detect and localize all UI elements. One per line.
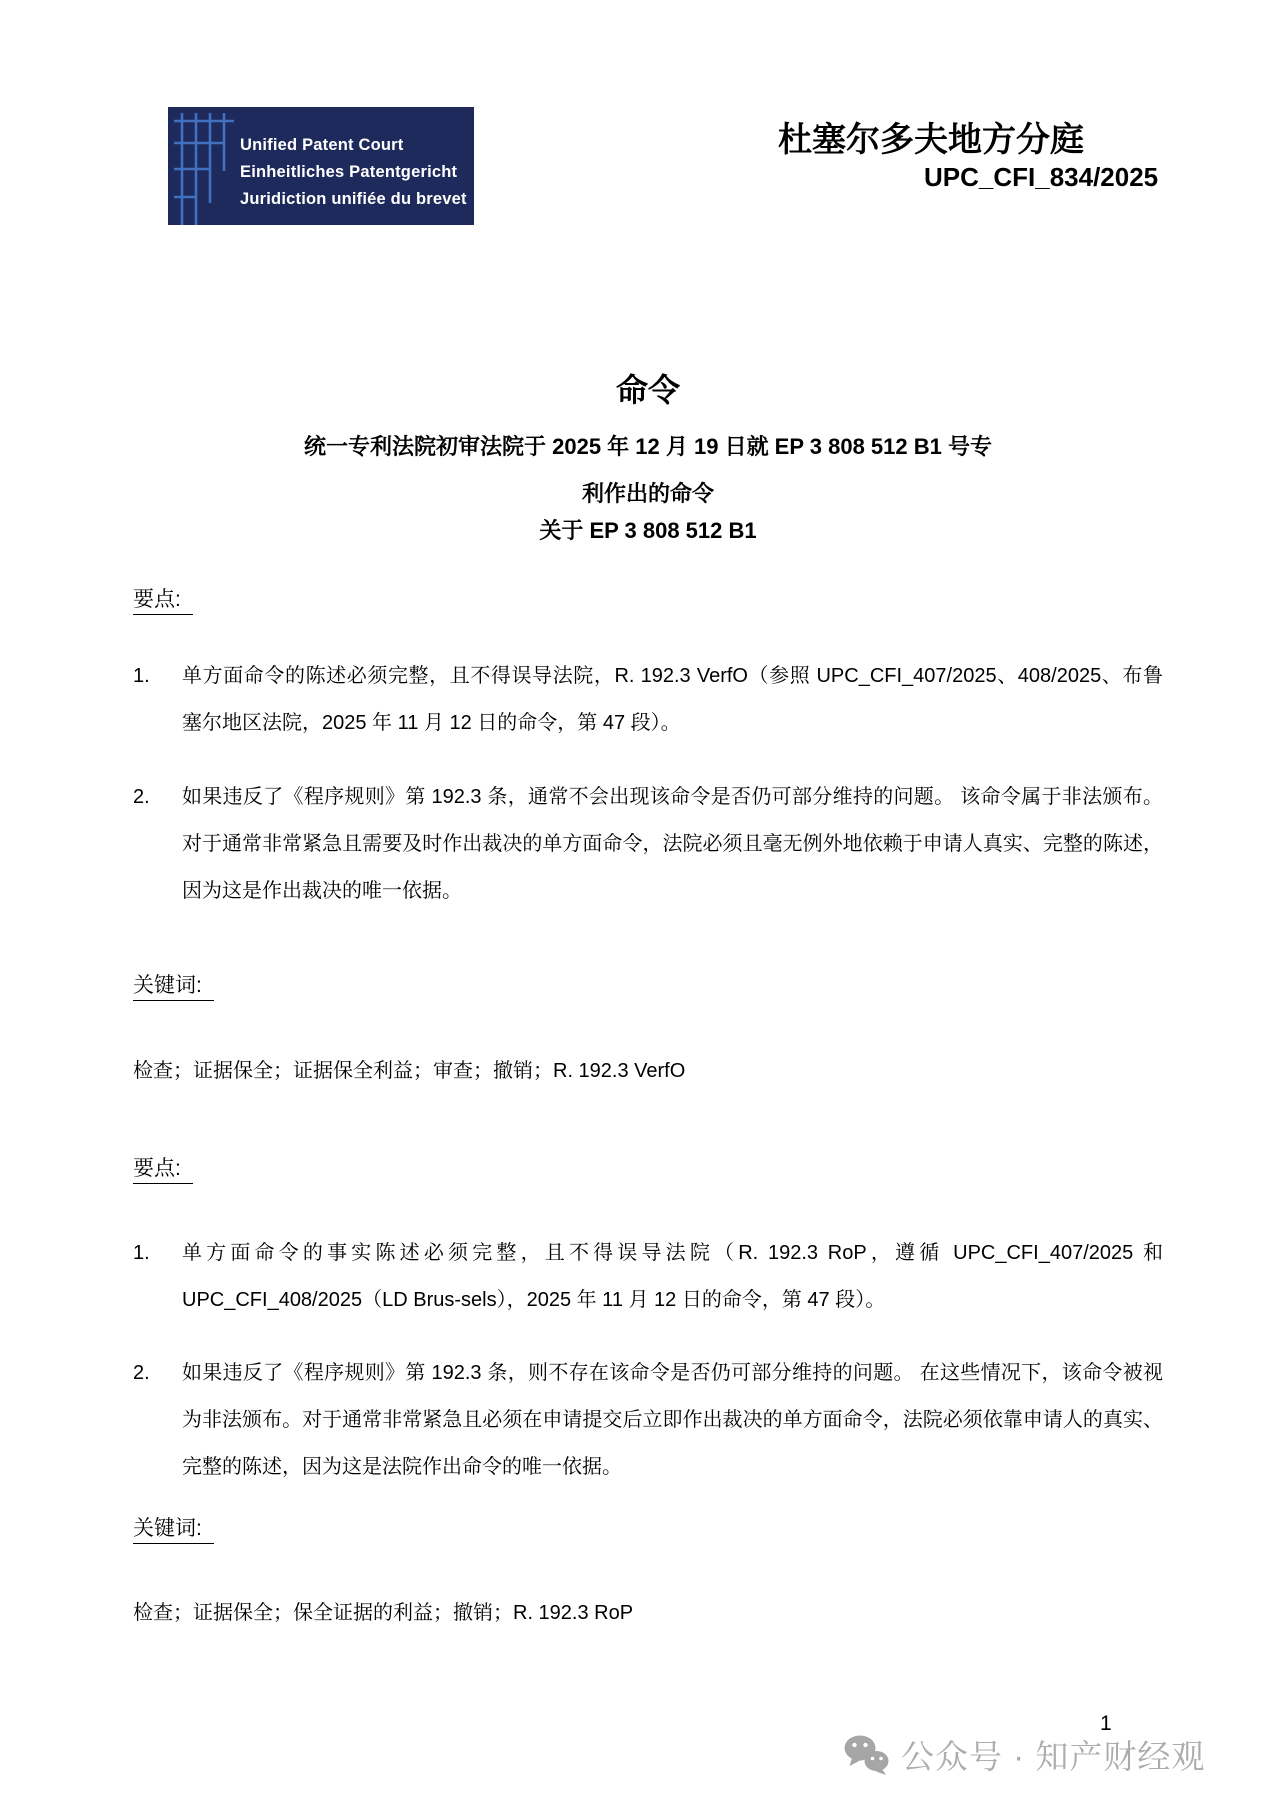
keywords-line-1: 检查；证据保全；证据保全利益；审查；撤销；R. 192.3 VerfO	[133, 1060, 686, 1082]
item-text: 如果违反了《程序规则》第 192.3 条，通常不会出现该命令是否仍可部分维持的问题。 该命令属于非法颁布。对于通常非常紧急且需要及时作出裁决的单方面命令，法院必须且毫无例外地依赖于申请人真实、完整的陈述，因为这是作出裁决的唯一依据。	[182, 786, 1163, 902]
keypoint-item	[133, 1230, 1163, 1324]
keypoint-item	[133, 653, 1163, 747]
case-number: UPC_CFI_834/2025	[924, 162, 1159, 192]
watermark	[843, 1731, 1205, 1778]
keywords-heading-2: 关键词:	[133, 1513, 1163, 1544]
document-body	[133, 0, 1163, 1637]
logo-line-de: Einheitliches Patentgericht	[240, 163, 458, 181]
item-number: 1.	[133, 1242, 150, 1264]
logo-line-fr: Juridiction unifiée du brevet	[240, 190, 467, 208]
item-text: 单方面命令的陈述必须完整，且不得误导法院，R. 192.3 VerfO（参照 UPC_CFI_407/2025、408/2025、布鲁塞尔地区法院，2025 年 11 月 12 日的命令，第 47 段）。	[182, 665, 1163, 734]
item-number: 2.	[133, 786, 150, 808]
keypoints-heading-2: 要点:	[133, 1153, 1163, 1184]
keypoint-item	[133, 1350, 1163, 1491]
item-text: 如果违反了《程序规则》第 192.3 条，则不存在该命令是否仍可部分维持的问题。 在这些情况下，该命令被视为非法颁布。对于通常非常紧急且必须在申请提交后立即作出裁决的单方面命令，法院必须依靠申请人的真实、完整的陈述，因为这是法院作出命令的唯一依据。	[182, 1362, 1163, 1478]
item-number: 2.	[133, 1362, 150, 1384]
order-subtitle-line-3: 关于 EP 3 808 512 B1	[539, 518, 757, 543]
division-title: 杜塞尔多夫地方分庭	[778, 121, 1084, 159]
order-subtitle-line-2: 利作出的命令	[581, 481, 714, 506]
keywords-line-2: 检查；证据保全；保全证据的利益；撤销；R. 192.3 RoP	[133, 1602, 634, 1624]
keywords-heading-1: 关键词:	[133, 970, 1163, 1001]
keypoint-item	[133, 774, 1163, 915]
wechat-icon	[843, 1734, 891, 1776]
item-text: 单方面命令的事实陈述必须完整，且不得误导法院（R. 192.3 RoP，遵循 UPC_CFI_407/2025 和 UPC_CFI_408/2025（LD Brus-sels），2025 年 11 月 12 日的命令，第 47 段）。	[182, 1242, 1163, 1311]
item-number: 1.	[133, 665, 150, 687]
page-number: 1	[1100, 1712, 1112, 1735]
order-title: 命令	[615, 372, 680, 408]
order-subtitle-line-1: 统一专利法院初审法院于 2025 年 12 月 19 日就 EP 3 808 512 B1 号专	[304, 434, 992, 459]
logo-line-en: Unified Patent Court	[240, 136, 404, 154]
keypoints-heading-1: 要点:	[133, 584, 1163, 615]
watermark-text: 公众号 · 知产财经观	[901, 1738, 1206, 1775]
